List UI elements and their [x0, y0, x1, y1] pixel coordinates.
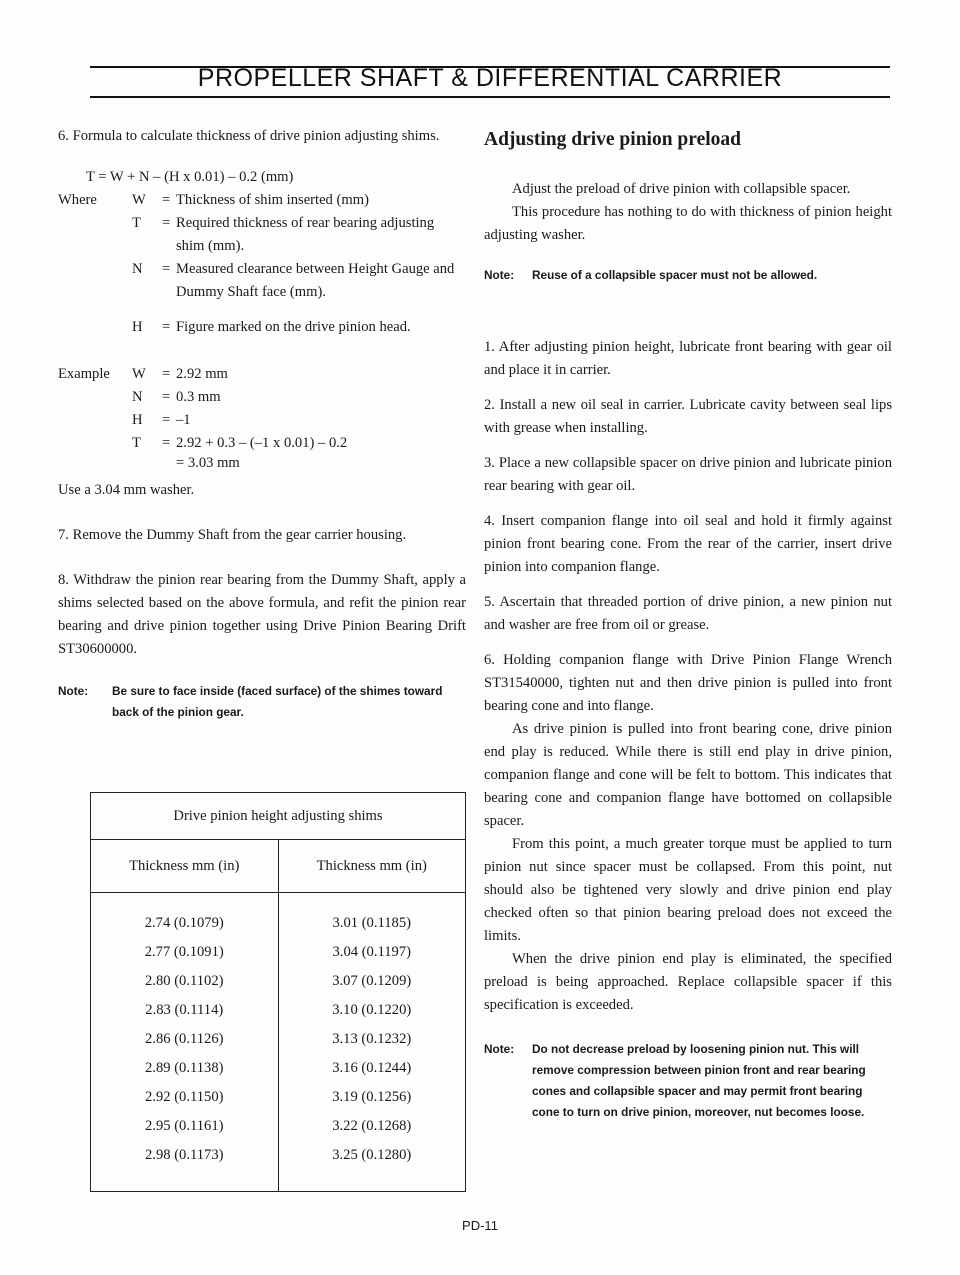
table-cell: 3.13 (0.1232): [332, 1031, 412, 1047]
intro-paragraph-2: This procedure has nothing to do with thickness of pinion height adjusting washer.: [484, 204, 892, 243]
paragraph-torque: From this point, a much greater torque must be applied to turn pinion nut since spacer must be collapsed. From this point, nut should also be tightened very slowly and drive pinion end play checked often so that pinion bearing preload does not exceed the limits.: [484, 836, 892, 944]
table-cell: 3.16 (0.1244): [332, 1060, 412, 1076]
definition-row: [58, 258, 466, 304]
step-8-text: 8. Withdraw the pinion rear bearing from the Dummy Shaft, apply a shims selected based on the above formula, and refit the pinion rear bearing and drive pinion together using Drive Pinion Bearing Drift ST30600000.: [58, 572, 466, 657]
note-label: Note:: [58, 684, 89, 698]
ex-desc: 0.3 mm: [176, 389, 221, 405]
preload-step-1: 1. After adjusting pinion height, lubricate front bearing with gear oil and place it in carrier.: [484, 339, 892, 378]
intro-paragraph-1: Adjust the preload of drive pinion with collapsible spacer.: [512, 181, 851, 197]
table-header-cell: Thickness mm (in): [91, 840, 279, 892]
ex-eq: =: [162, 366, 171, 382]
page-header: PROPELLER SHAFT & DIFFERENTIAL CARRIER: [197, 64, 783, 92]
paragraph-end-play: As drive pinion is pulled into front bearing cone, drive pinion end play is reduced. While there is still end play in drive pinion, companion flange and cone will be felt to bottom. This indicates that bearing cone and companion flange have bottomed on collapsible spacer.: [484, 721, 892, 829]
header-rule-bottom: [90, 96, 890, 98]
table-cell: 2.95 (0.1161): [145, 1118, 224, 1134]
note-label: Note:: [484, 268, 515, 282]
note-text: Be sure to face inside (faced surface) of the shimes toward back of the pinion gear.: [112, 684, 443, 719]
table-header-cell: Thickness mm (in): [316, 858, 427, 874]
where-label: Where: [58, 192, 97, 208]
def-eq: =: [162, 319, 171, 335]
left-note: [58, 681, 466, 723]
table-body: [91, 893, 465, 1191]
formula: T = W + N – (H x 0.01) – 0.2 (mm): [86, 169, 294, 185]
table-cell: 3.19 (0.1256): [332, 1089, 412, 1105]
def-var: N: [132, 261, 143, 277]
table-cell: 2.74 (0.1079): [144, 915, 224, 931]
table-cell: 2.83 (0.1114): [145, 1002, 224, 1018]
formula-block: [58, 166, 466, 339]
preload-step-5: 5. Ascertain that threaded portion of drive pinion, a new pinion nut and washer are free from oil or grease.: [484, 594, 892, 633]
preload-step-2: 2. Install a new oil seal in carrier. Lubricate cavity between seal lips with grease when installing.: [484, 397, 892, 436]
example-row: [58, 455, 466, 471]
ex-var: W: [132, 366, 146, 382]
table-cell: 2.92 (0.1150): [145, 1089, 224, 1105]
table-cell: 2.89 (0.1138): [145, 1060, 224, 1076]
def-eq: =: [162, 261, 171, 277]
example-label: Example: [58, 366, 110, 382]
def-eq: =: [162, 192, 171, 208]
preload-step-4: 4. Insert companion flange into oil seal and hold it firmly against pinion front bearing cone. From the rear of the carrier, insert drive pinion into companion flange.: [484, 513, 892, 575]
table-header-row: [91, 840, 465, 893]
right-column: [484, 125, 892, 1123]
ex-var: N: [132, 389, 143, 405]
ex-result: = 3.03 mm: [176, 455, 240, 471]
def-eq: =: [162, 215, 171, 231]
step-6-text: 6. Formula to calculate thickness of drive pinion adjusting shims.: [58, 128, 440, 144]
ex-desc: 2.92 mm: [176, 366, 228, 382]
step-7-text: 7. Remove the Dummy Shaft from the gear carrier housing.: [58, 527, 407, 543]
note-text: Do not decrease preload by loosening pinion nut. This will remove compression between pinion front and rear bearing cones and collapsible spacer and may permit front bearing cone to turn on drive pinion, moreover, nut becomes loose.: [532, 1042, 866, 1119]
page-number: PD-11: [462, 1218, 498, 1233]
example-row: [58, 409, 466, 432]
note-text: Reuse of a collapsible spacer must not be allowed.: [532, 268, 818, 282]
table-cell: 3.25 (0.1280): [332, 1147, 412, 1163]
ex-eq: =: [162, 412, 171, 428]
ex-var: H: [132, 412, 143, 428]
definition-row: [58, 189, 466, 212]
def-var: T: [132, 215, 141, 231]
def-var: H: [132, 319, 143, 335]
ex-var: T: [132, 435, 141, 451]
ex-desc: –1: [176, 412, 191, 428]
definition-row: [58, 316, 466, 339]
table-cell: 3.10 (0.1220): [332, 1002, 412, 1018]
paragraph-preload: When the drive pinion end play is eliminated, the specified preload is being approached. Replace collapsible spacer if this specification is exceeded.: [484, 951, 892, 1013]
def-desc: Measured clearance between Height Gauge and Dummy Shaft face (mm).: [176, 261, 455, 300]
table-cell: 2.80 (0.1102): [145, 973, 224, 989]
shim-table: [90, 792, 466, 1192]
use-washer-text: Use a 3.04 mm washer.: [58, 482, 195, 498]
table-cell: 3.07 (0.1209): [332, 973, 412, 989]
table-cell: 2.98 (0.1173): [145, 1147, 224, 1163]
section-title: Adjusting drive pinion preload: [484, 129, 741, 150]
def-var: W: [132, 192, 146, 208]
note-collapsible-spacer: [484, 265, 892, 286]
def-desc: Thickness of shim inserted (mm): [176, 192, 369, 208]
ex-desc: 2.92 + 0.3 – (–1 x 0.01) – 0.2: [176, 435, 348, 451]
def-desc: Figure marked on the drive pinion head.: [176, 319, 411, 335]
table-caption: Drive pinion height adjusting shims: [91, 793, 465, 840]
example-row: [58, 386, 466, 409]
table-cell: 3.22 (0.1268): [332, 1118, 412, 1134]
table-cell: 3.04 (0.1197): [332, 944, 411, 960]
definition-row: [58, 212, 466, 258]
left-column: [58, 125, 466, 723]
ex-eq: =: [162, 435, 171, 451]
note-label: Note:: [484, 1042, 515, 1056]
table-cell: 3.01 (0.1185): [332, 915, 411, 931]
table-column-2: [279, 893, 466, 1191]
note-decrease-preload: [484, 1039, 892, 1123]
preload-step-3: 3. Place a new collapsible spacer on drive pinion and lubricate pinion rear bearing with gear oil.: [484, 455, 892, 494]
example-block: [58, 363, 466, 471]
example-row: [58, 432, 466, 455]
ex-eq: =: [162, 389, 171, 405]
table-column-1: [91, 893, 279, 1191]
table-cell: 2.77 (0.1091): [144, 944, 224, 960]
example-row: [58, 363, 466, 386]
def-desc: Required thickness of rear bearing adjusting shim (mm).: [176, 215, 435, 254]
preload-step-6: 6. Holding companion flange with Drive Pinion Flange Wrench ST31540000, tighten nut and then drive pinion is pulled into front bearing cone and into flange.: [484, 652, 892, 714]
table-cell: 2.86 (0.1126): [145, 1031, 224, 1047]
